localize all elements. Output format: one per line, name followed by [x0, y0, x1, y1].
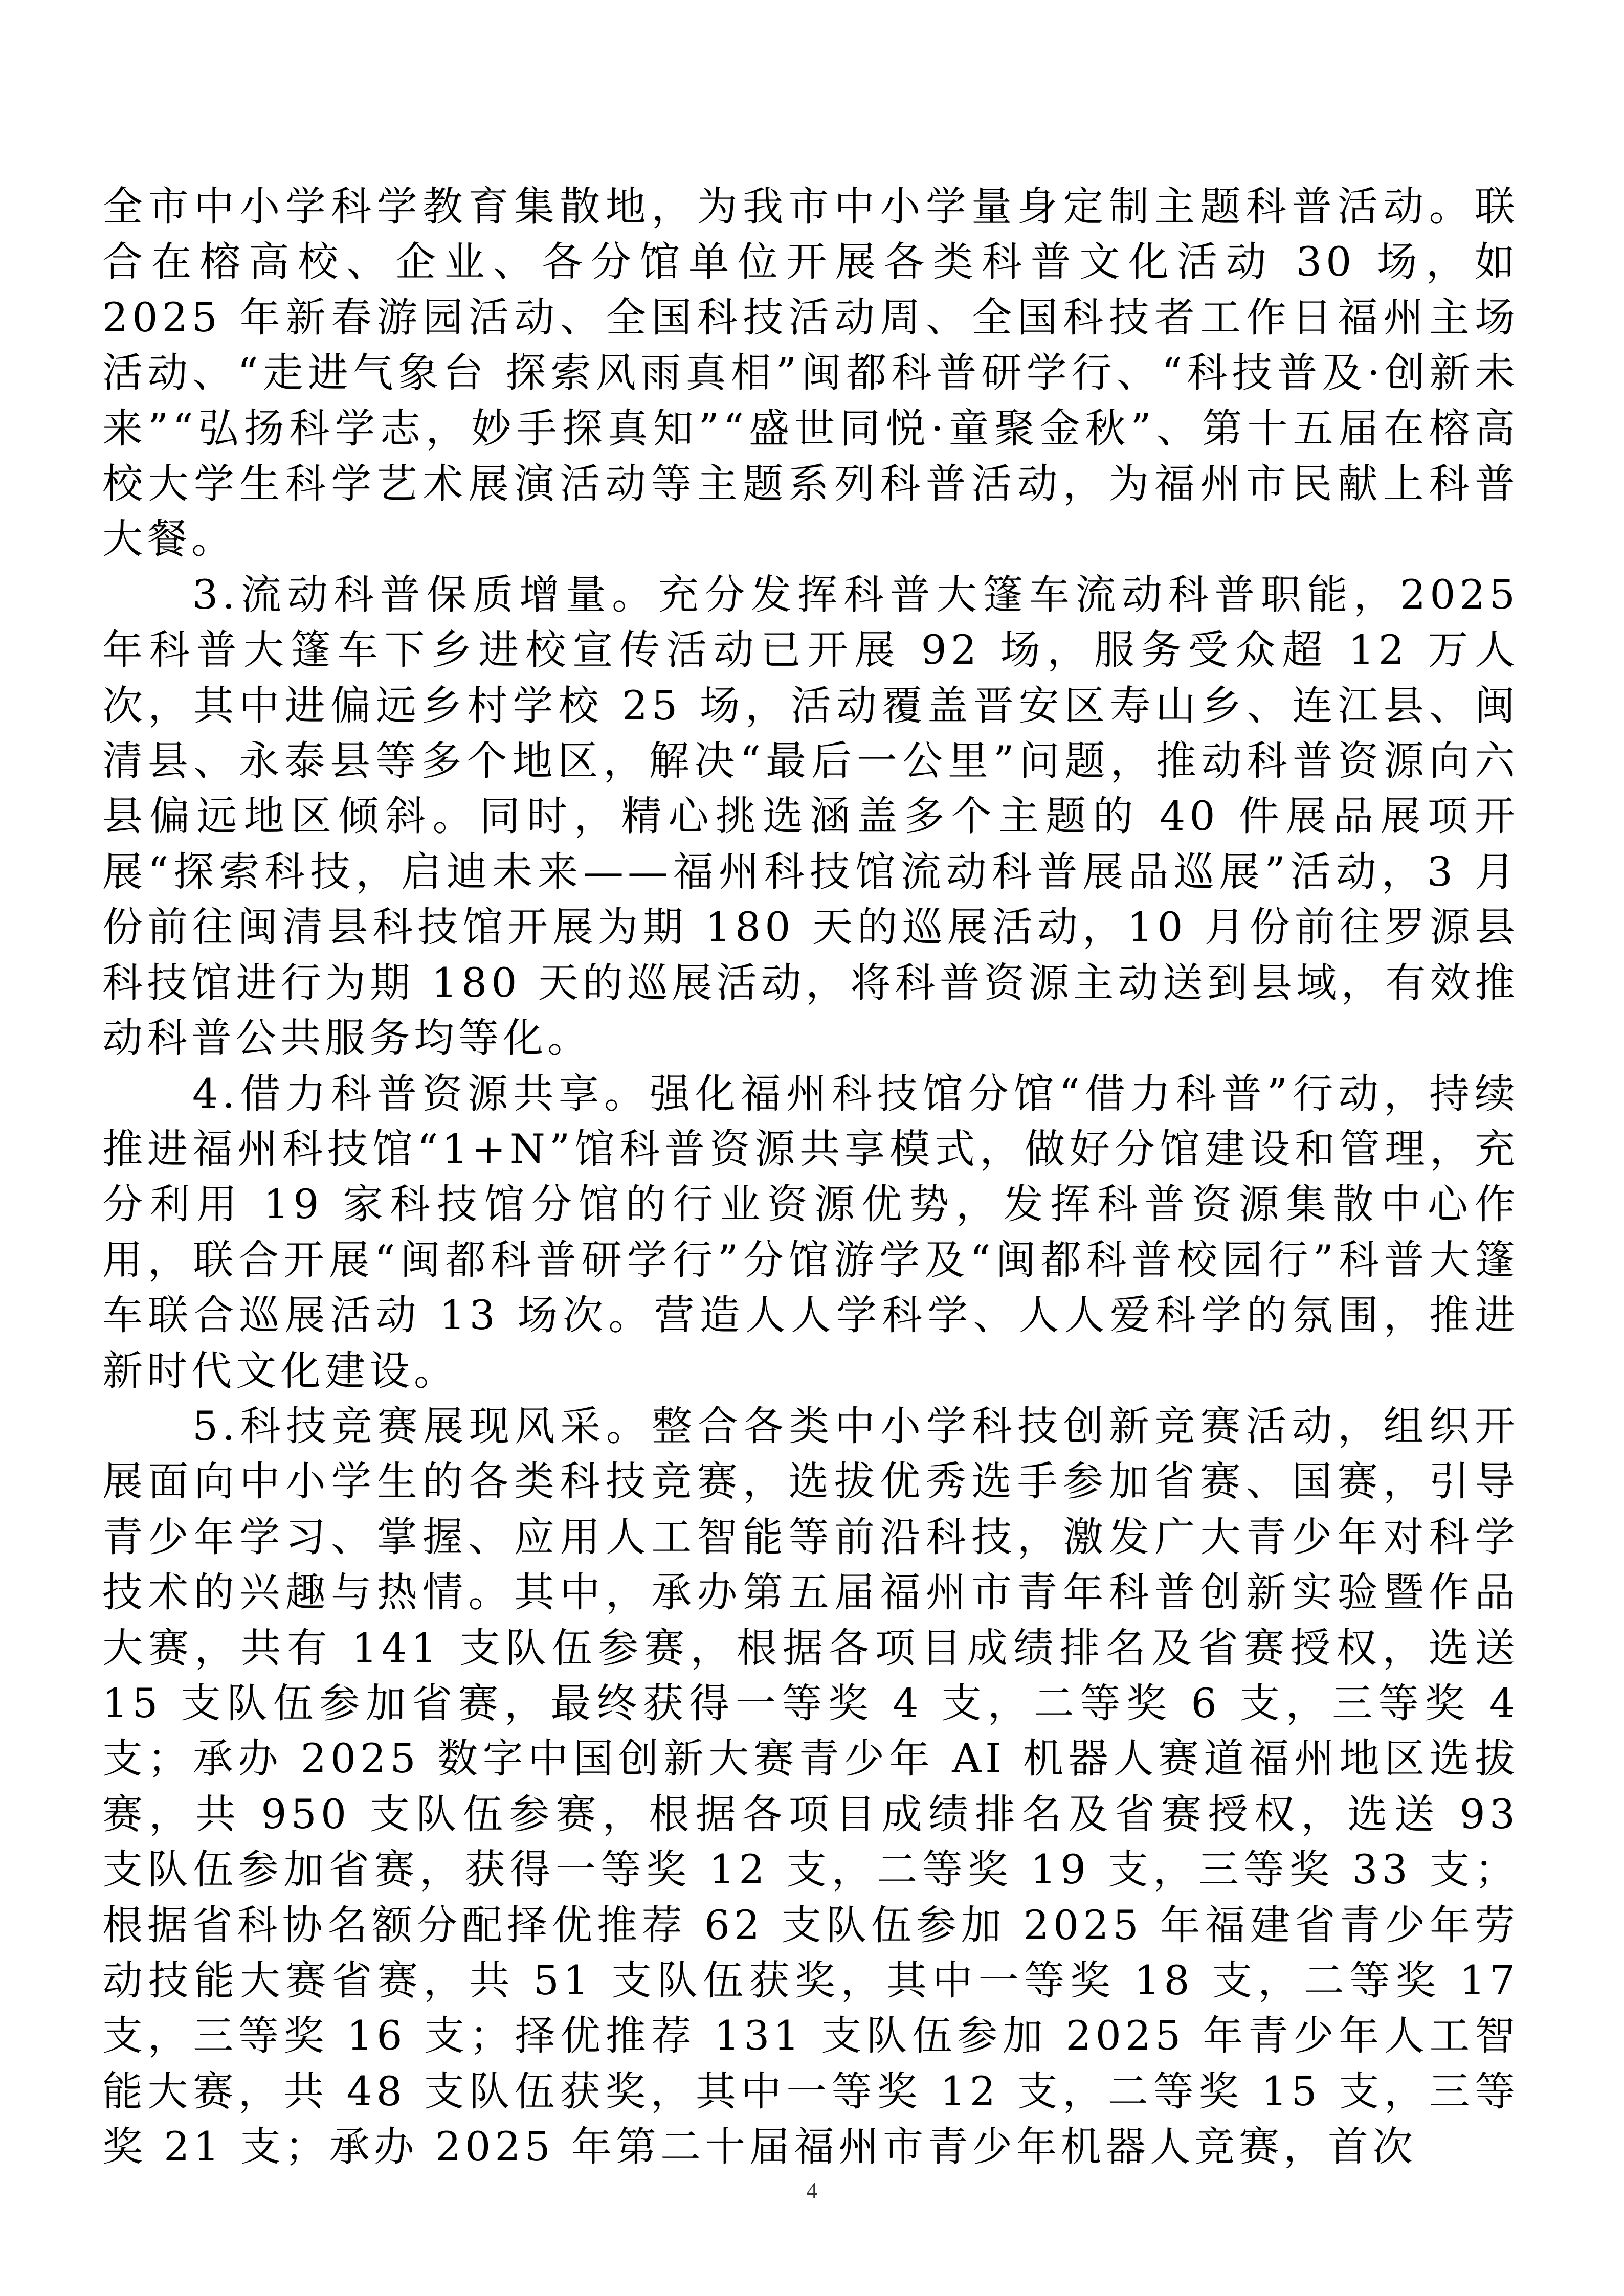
- page-number: 4: [806, 2178, 818, 2203]
- paragraph-mobile-science: 3.流动科普保质增量。充分发挥科普大篷车流动科普职能，2025 年科普大篷车下乡进校宣传活动已开展 92 场，服务受众超 12 万人次，其中进偏远乡村学校 25 场，活动覆盖晋安区寿山乡、连江县、闽清县、永泰县等多个地区，解决“最后一公里”问题，推动科普资源向六县偏远地区倾斜。同时，精心挑选涵盖多个主题的 40 件展品展项开展“探索科技，启迪未来——福州科技馆流动科普展品巡展”活动，3 月份前往闽清县科技馆开展为期 180 天的巡展活动，10 月份前往罗源县科技馆进行为期 180 天的巡展活动，将科普资源主动送到县域，有效推动科普公共服务均等化。: [102, 571, 1519, 1062]
- paragraph-tech-competitions: 5.科技竞赛展现风采。整合各类中小学科技创新竞赛活动，组织开展面向中小学生的各类科技竞赛，选拔优秀选手参加省赛、国赛，引导青少年学习、掌握、应用人工智能等前沿科技，激发广大青少年对科学技术的兴趣与热情。其中，承办第五届福州市青年科普创新实验暨作品大赛，共有 141 支队伍参赛，根据各项目成绩排名及省赛授权，选送 15 支队伍参加省赛，最终获得一等奖 4 支，二等奖 6 支，三等奖 4 支；承办 2025 数字中国创新大赛青少年 AI 机器人赛道福州地区选拔赛，共 950 支队伍参赛，根据各项目成绩排名及省赛授权，选送 93 支队伍参加省赛，获得一等奖 12 支，二等奖 19 支，三等奖 33 支；根据省科协名额分配择优推荐 62 支队伍参加 2025 年福建省青少年劳动技能大赛省赛，共 51 支队伍获奖，其中一等奖 18 支，二等奖 17 支，三等奖 16 支；择优推荐 131 支队伍参加 2025 年青少年人工智能大赛，共 48 支队伍获奖，其中一等奖 12 支，二等奖 15 支，三等奖 21 支；承办 2025 年第二十届福州市青少年机器人竞赛，首次: [102, 1402, 1519, 2171]
- paragraph-resource-sharing: 4.借力科普资源共享。强化福州科技馆分馆“借力科普”行动，持续推进福州科技馆“1+N”馆科普资源共享模式，做好分馆建设和管理，充分利用 19 家科技馆分馆的行业资源优势，发挥科普资源集散中心作用，联合开展“闽都科普研学行”分馆游学及“闽都科普校园行”科普大篷车联合巡展活动 13 场次。营造人人学科学、人人爱科学的氛围，推进新时代文化建设。: [102, 1070, 1519, 1394]
- paragraph-continuation: 全市中小学科学教育集散地，为我市中小学量身定制主题科普活动。联合在榕高校、企业、各分馆单位开展各类科普文化活动 30 场，如 2025 年新春游园活动、全国科技活动周、全国科技者工作日福州主场活动、“走进气象台 探索风雨真相”闽都科普研学行、“科技普及·创新未来”“弘扬科学志，妙手探真知”“盛世同悦·童聚金秋”、第十五届在榕高校大学生科学艺术展演活动等主题系列科普活动，为福州市民献上科普大餐。: [102, 183, 1519, 563]
- body-text: [102, 179, 1519, 2175]
